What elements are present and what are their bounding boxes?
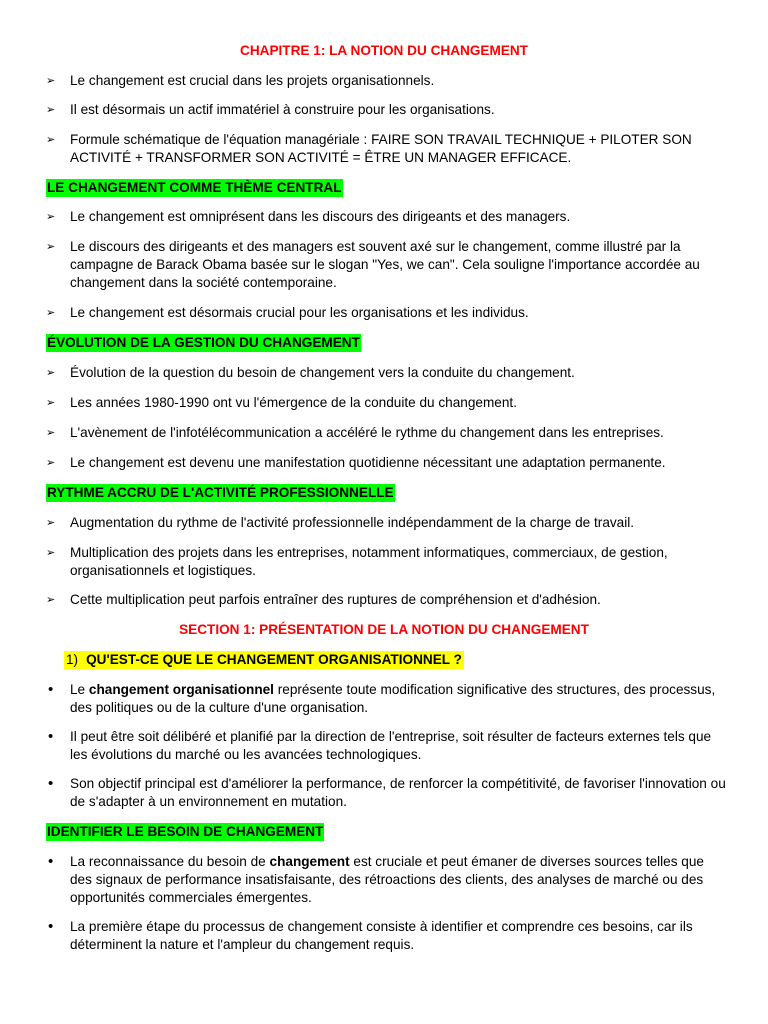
list-item-text: Évolution de la question du besoin de changement vers la conduite du changement. [70, 365, 575, 380]
list-item [46, 208, 726, 226]
arrow-bullet-icon: ➢ [46, 547, 56, 559]
list-item [46, 454, 726, 472]
list-item-text: Cette multiplication peut parfois entraîner des ruptures de compréhension et d'adhésion. [70, 592, 601, 607]
list-item [46, 72, 726, 90]
arrow-bullet-icon: ➢ [46, 397, 56, 409]
list-item [46, 775, 726, 811]
list-item-text: Augmentation du rythme de l'activité professionnelle indépendamment de la charge de travail. [70, 515, 635, 530]
list-item-text: Il est désormais un actif immatériel à construire pour les organisations. [70, 102, 495, 117]
dot-bullet-icon: • [48, 853, 54, 870]
section-heading: ÉVOLUTION DE LA GESTION DU CHANGEMENT [47, 335, 360, 350]
list-item [46, 728, 726, 764]
arrow-bullet-icon: ➢ [46, 517, 56, 529]
list-item [46, 681, 726, 717]
section-heading: RYTHME ACCRU DE L'ACTIVITÉ PROFESSIONNELLE [47, 485, 394, 500]
arrow-bullet-icon: ➢ [46, 367, 56, 379]
section-heading: LE CHANGEMENT COMME THÈME CENTRAL [47, 180, 342, 195]
list-item-text: Les années 1980-1990 ont vu l'émergence de la conduite du changement. [70, 395, 517, 410]
list-item-text: L'avènement de l'infotélécommunication a accéléré le rythme du changement dans les entreprises. [70, 425, 664, 440]
chapter-title: CHAPITRE 1: LA NOTION DU CHANGEMENT [240, 43, 528, 58]
list-item-text: Le changement est devenu une manifestation quotidienne nécessitant une adaptation permanente. [70, 455, 666, 470]
list-item-text: Le changement est omniprésent dans les discours des dirigeants et des managers. [70, 209, 571, 224]
list-item-text: Formule schématique de l'équation managériale : FAIRE SON TRAVAIL TECHNIQUE + PILOTER SON ACTIVITÉ + TRANSFORMER SON ACTIVITÉ = ÊTRE UN MANAGER EFFICACE. [70, 132, 692, 165]
list-item [46, 394, 726, 412]
section-title: SECTION 1: PRÉSENTATION DE LA NOTION DU CHANGEMENT [179, 622, 589, 637]
list-item-text: Il peut être soit délibéré et planifié par la direction de l'entreprise, soit résulter de facteurs externes tels que les évolutions du marché ou les avancées technologiques. [70, 729, 712, 762]
subsection-heading [64, 651, 464, 669]
arrow-bullet-icon: ➢ [46, 75, 56, 87]
arrow-bullet-icon: ➢ [46, 241, 56, 253]
list-item [46, 591, 726, 609]
dot-bullet-icon: • [48, 728, 54, 745]
list-item [46, 238, 726, 292]
bold-term: changement [269, 854, 350, 869]
arrow-bullet-icon: ➢ [46, 457, 56, 469]
dot-bullet-icon: • [48, 918, 54, 935]
list-item-text: La première étape du processus de changement consiste à identifier et comprendre ces besoins, car ils déterminent la nature et l'ampleur du changement requis. [70, 919, 693, 952]
dot-bullet-icon: • [48, 775, 54, 792]
arrow-bullet-icon: ➢ [46, 104, 56, 116]
list-item [46, 514, 726, 532]
list-item [46, 101, 726, 119]
subsection-number: 1) [66, 652, 79, 667]
section-heading: IDENTIFIER LE BESOIN DE CHANGEMENT [47, 824, 324, 839]
list-item-text: Le discours des dirigeants et des managers est souvent axé sur le changement, comme illustré par la campagne de Barack Obama basée sur le slogan "Yes, we can". Cela souligne l'importance accordée au changement dans la société contemporaine. [70, 239, 700, 290]
list-item-text: Le changement organisationnel représente toute modification significative des structures, des processus, des politiques ou de la culture d'une organisation. [70, 682, 716, 715]
list-item [46, 424, 726, 442]
list-item [46, 131, 726, 167]
arrow-bullet-icon: ➢ [46, 427, 56, 439]
arrow-bullet-icon: ➢ [46, 134, 56, 146]
bold-term: changement organisationnel [88, 682, 274, 697]
subsection-heading-text: QU'EST-CE QUE LE CHANGEMENT ORGANISATIONNEL ? [86, 652, 462, 667]
list-item-text: Son objectif principal est d'améliorer la performance, de renforcer la compétitivité, de favoriser l'innovation ou de s'adapter à un environnement en mutation. [70, 776, 726, 809]
list-item-text: Le changement est crucial dans les projets organisationnels. [70, 73, 435, 88]
list-item [46, 304, 726, 322]
list-item-text: Le changement est désormais crucial pour les organisations et les individus. [70, 305, 529, 320]
list-item [46, 853, 726, 907]
list-item [46, 544, 726, 580]
dot-bullet-icon: • [48, 681, 54, 698]
list-item [46, 918, 726, 954]
arrow-bullet-icon: ➢ [46, 594, 56, 606]
arrow-bullet-icon: ➢ [46, 211, 56, 223]
list-item-text: Multiplication des projets dans les entreprises, notamment informatiques, commerciaux, de gestion, organisationnels et logistiques. [70, 545, 668, 578]
list-item [46, 364, 726, 382]
list-item-text: La reconnaissance du besoin de changement est cruciale et peut émaner de diverses sources telles que des signaux de performance insatisfaisante, des rétroactions des clients, des analyses de marché ou des opportunités commerciales émergentes. [70, 854, 704, 905]
arrow-bullet-icon: ➢ [46, 307, 56, 319]
